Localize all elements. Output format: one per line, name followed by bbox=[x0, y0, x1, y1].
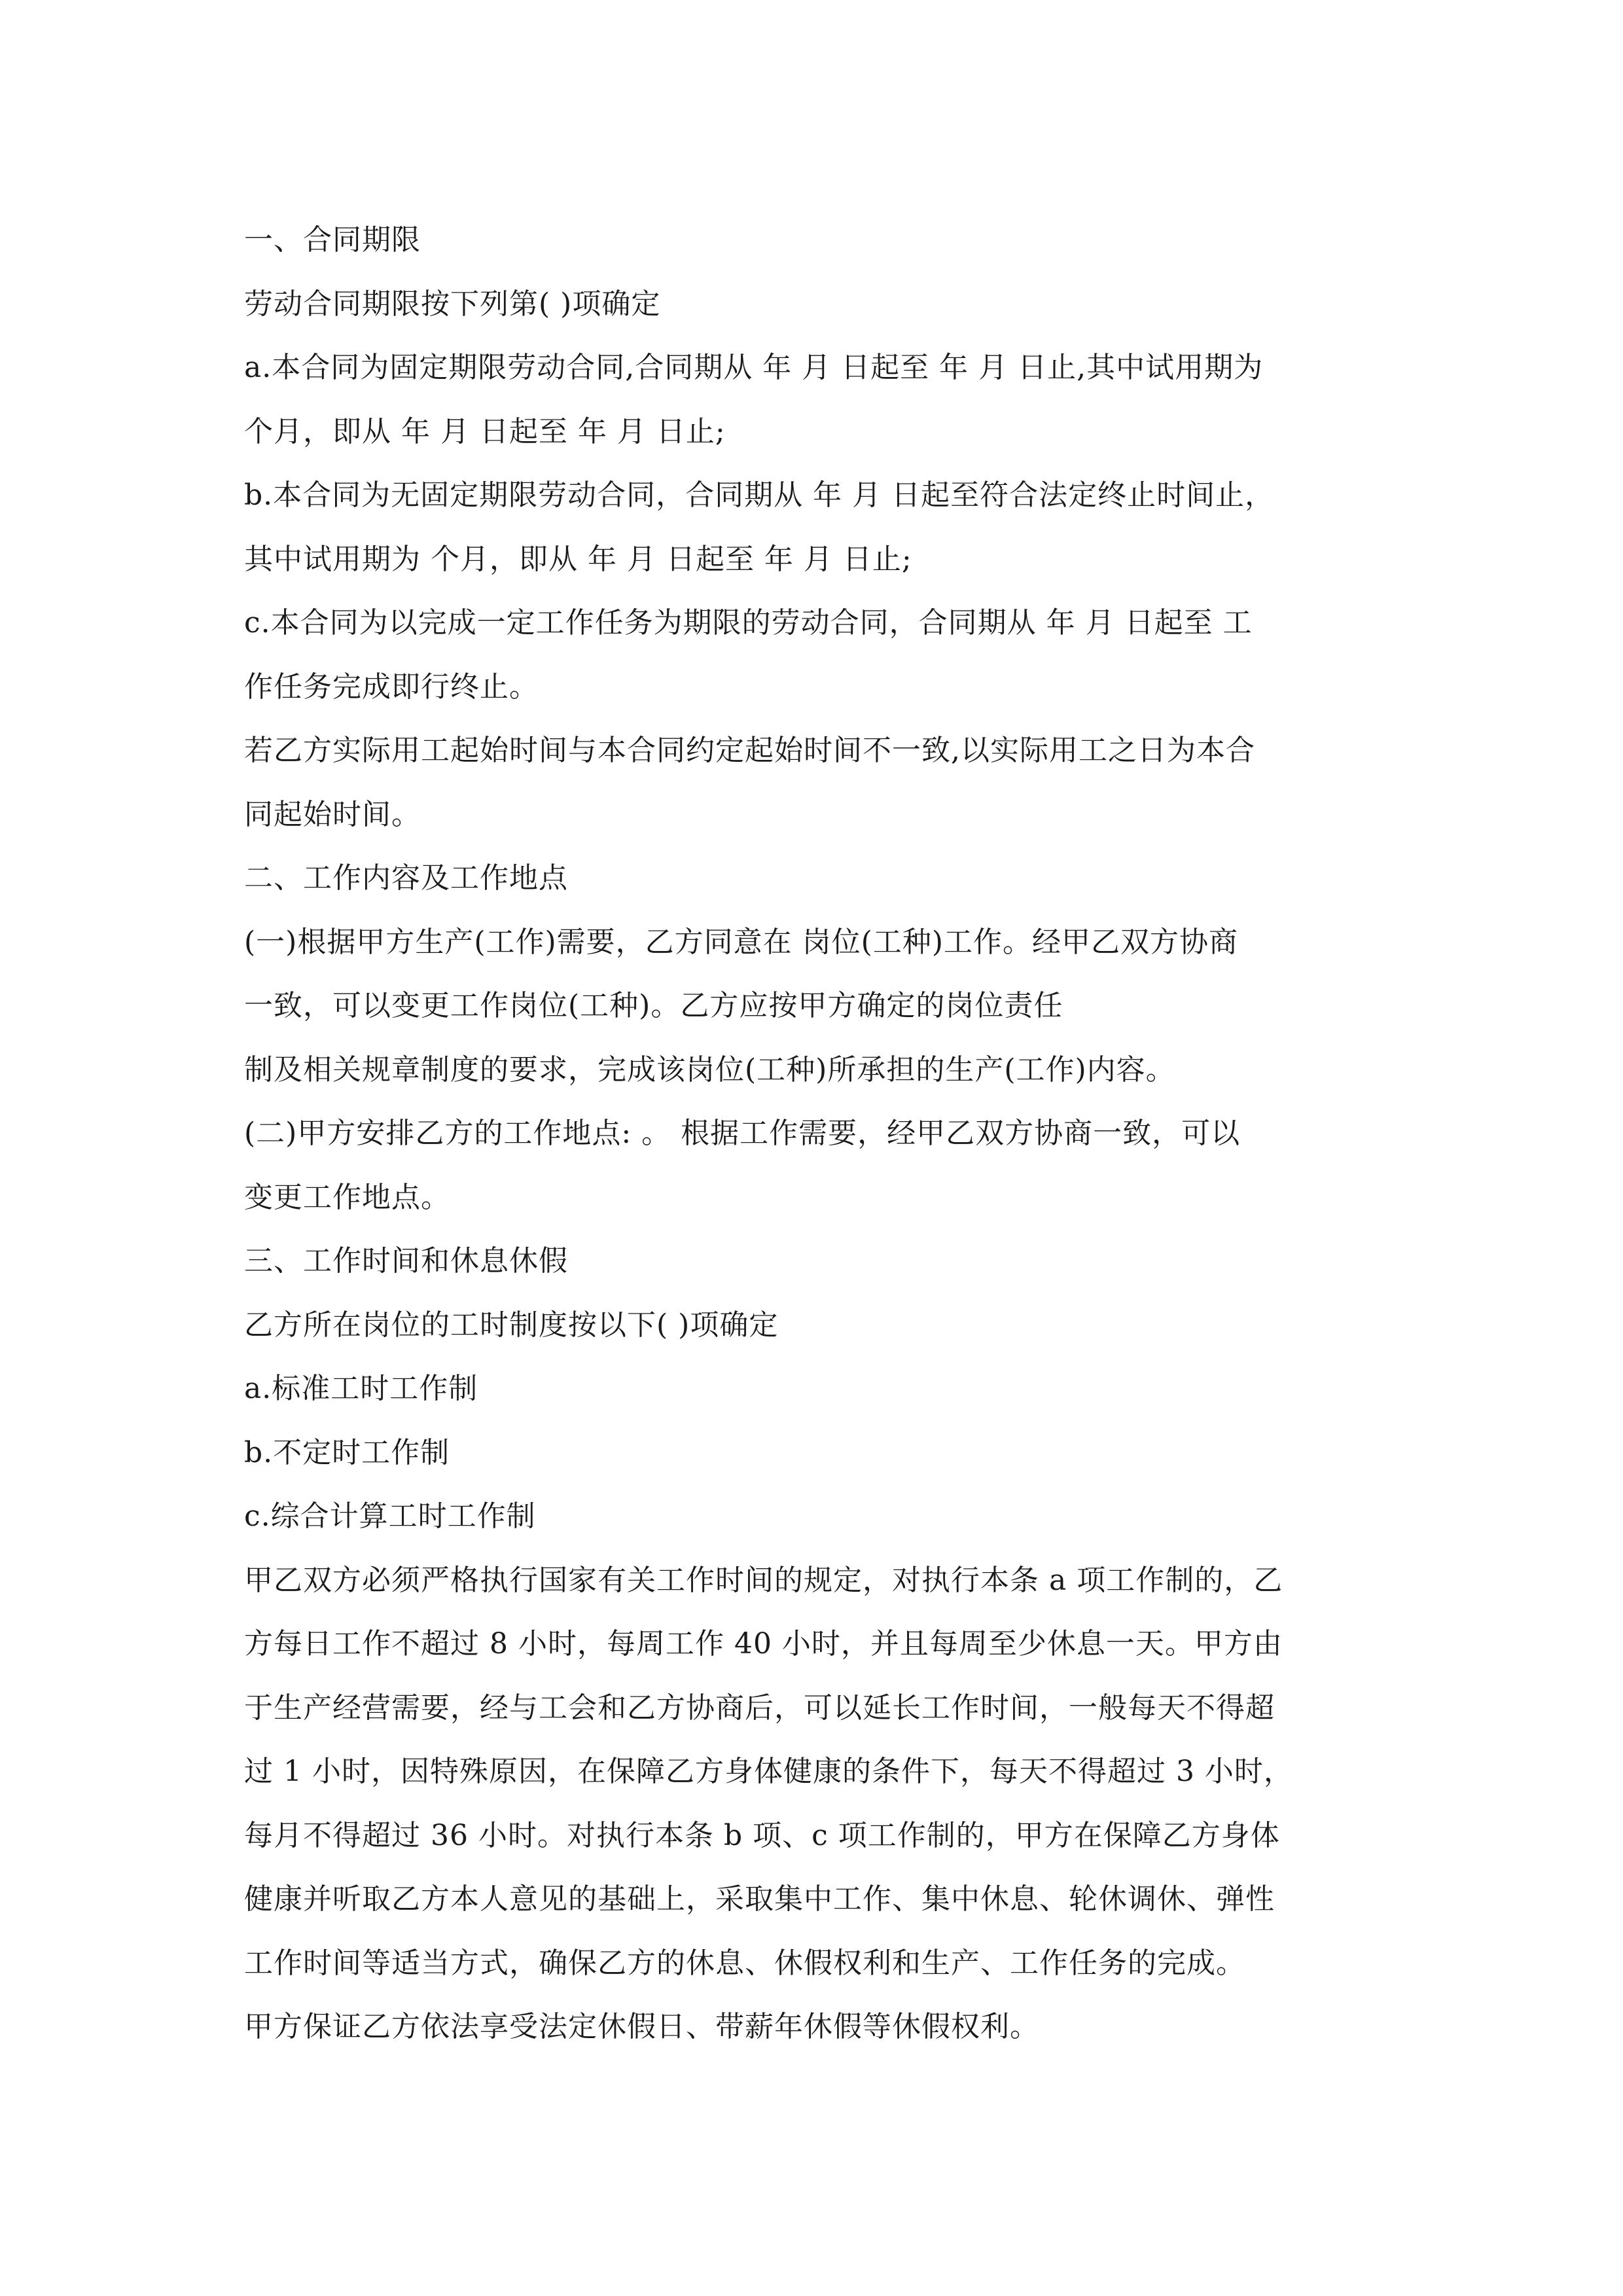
paragraph-line: 变更工作地点。 bbox=[244, 1180, 450, 1214]
paragraph-line: c.本合同为以完成一定工作任务为期限的劳动合同，合同期从 年 月 日起至 工 bbox=[244, 606, 1253, 639]
paragraph-line: a.本合同为固定期限劳动合同,合同期从 年 月 日起至 年 月 日止,其中试用期为 bbox=[244, 351, 1264, 384]
list-item: a.标准工时工作制 bbox=[244, 1372, 478, 1405]
paragraph-line: 一致，可以变更工作岗位(工种)。乙方应按甲方确定的岗位责任 bbox=[244, 989, 1063, 1022]
paragraph-line: (二)甲方安排乙方的工作地点: 。 根据工作需要，经甲乙双方协商一致，可以 bbox=[244, 1117, 1241, 1150]
paragraph-line: 作任务完成即行终止。 bbox=[244, 670, 539, 704]
list-item: b.不定时工作制 bbox=[244, 1435, 450, 1469]
paragraph-line: 劳动合同期限按下列第( )项确定 bbox=[244, 287, 661, 321]
paragraph-line: 乙方所在岗位的工时制度按以下( )项确定 bbox=[244, 1308, 779, 1342]
paragraph-line: 个月，即从 年 月 日起至 年 月 日止; bbox=[244, 414, 726, 448]
paragraph-line: (一)根据甲方生产(工作)需要，乙方同意在 岗位(工种)工作。经甲乙双方协商 bbox=[244, 925, 1238, 959]
paragraph-line: 于生产经营需要，经与工会和乙方协商后，可以延长工作时间，一般每天不得超 bbox=[244, 1691, 1275, 1725]
paragraph-line: 每月不得超过 36 小时。对执行本条 b 项、c 项工作制的，甲方在保障乙方身体 bbox=[244, 1818, 1280, 1852]
paragraph-line: 健康并听取乙方本人意见的基础上，采取集中工作、集中休息、轮休调休、弹性 bbox=[244, 1882, 1275, 1916]
paragraph-line: 过 1 小时，因特殊原因，在保障乙方身体健康的条件下，每天不得超过 3 小时， bbox=[244, 1755, 1293, 1788]
paragraph-line: b.本合同为无固定期限劳动合同，合同期从 年 月 日起至符合法定终止时间止， bbox=[244, 478, 1275, 512]
section-heading-work-content: 二、工作内容及工作地点 bbox=[244, 861, 568, 895]
contract-page bbox=[244, 208, 1383, 2059]
paragraph-line: 若乙方实际用工起始时间与本合同约定起始时间不一致,以实际用工之日为本合 bbox=[244, 734, 1255, 767]
paragraph-line: 甲方保证乙方依法享受法定休假日、带薪年休假等休假权利。 bbox=[244, 2010, 1039, 2043]
paragraph-line: 工作时间等适当方式，确保乙方的休息、休假权利和生产、工作任务的完成。 bbox=[244, 1946, 1245, 1980]
paragraph-line: 甲乙双方必须严格执行国家有关工作时间的规定，对执行本条 a 项工作制的，乙 bbox=[244, 1563, 1283, 1597]
paragraph-line: 其中试用期为 个月，即从 年 月 日起至 年 月 日止; bbox=[244, 542, 912, 576]
section-heading-working-hours: 三、工作时间和休息休假 bbox=[244, 1244, 568, 1278]
section-heading-term: 一、合同期限 bbox=[244, 223, 421, 257]
list-item: c.综合计算工时工作制 bbox=[244, 1499, 536, 1533]
paragraph-line: 同起始时间。 bbox=[244, 797, 421, 831]
paragraph-line: 方每日工作不超过 8 小时，每周工作 40 小时，并且每周至少休息一天。甲方由 bbox=[244, 1627, 1283, 1660]
paragraph-line: 制及相关规章制度的要求，完成该岗位(工种)所承担的生产(工作)内容。 bbox=[244, 1052, 1175, 1086]
